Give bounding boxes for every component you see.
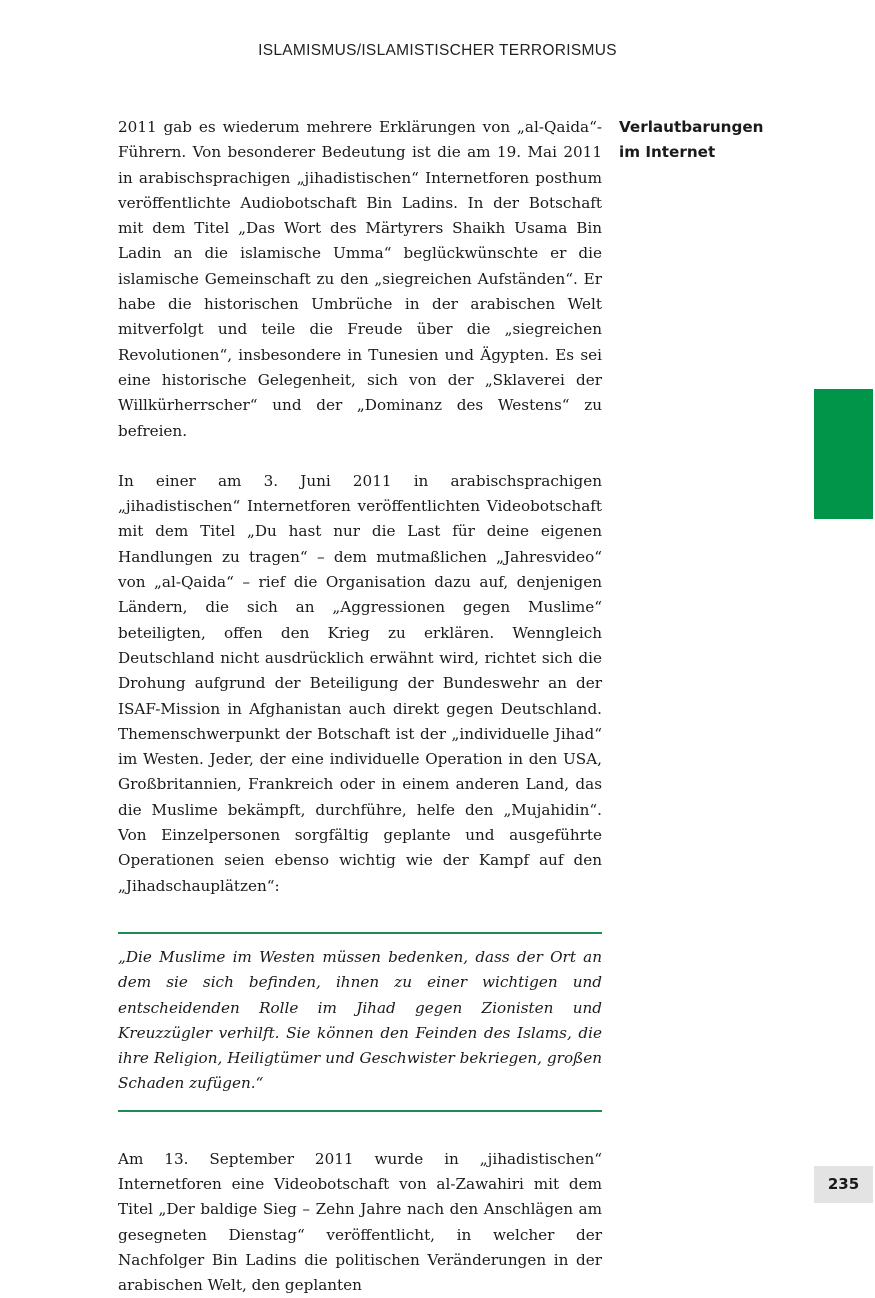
- quote-text: „Die Muslime im Westen müssen bedenken, dass der Ort an dem sie sich befinden, ihnen zu einer wichtigen und entscheidenden Rolle im Jihad gegen Zionisten und Kreuzzügler verhilft. Sie können den Feinden des Islams, die ihre Religion, Heiligtümer und Geschwister bekriegen, großen Schaden zufügen.“: [118, 947, 602, 1093]
- body-paragraph-1: 2011 gab es wiederum mehrere Erklärungen von „al-Qaida“-Führern. Von besonderer Bedeutung ist die am 19. Mai 2011 in arabischsprachigen „jihadistischen“ Internetforen posthum veröffentlichte Audiobotschaft Bin Ladins. In der Botschaft mit dem Titel „Das Wort des Märtyrers Shaikh Usama Bin Ladin an die islamische Umma“ beglückwünschte er die islamische Gemeinschaft zu den „siegreichen Aufständen“. Er habe die historischen Umbrüche in der arabischen Welt mitverfolgt und teile die Freude über die „siegreichen Revolutionen“, insbesondere in Tunesien und Ägypten. Es sei eine historische Gelegenheit, sich von der „Sklaverei der Willkürherrscher“ und der „Dominanz des Westens“ zu befreien.: [118, 118, 602, 440]
- main-text-column: [118, 115, 602, 1298]
- chapter-tab-marker: [814, 389, 873, 519]
- running-header: ISLAMISMUS/ISLAMISTISCHER TERRORISMUS: [258, 42, 617, 59]
- block-quote: [118, 932, 602, 1112]
- margin-heading: [619, 115, 779, 165]
- margin-heading-line-2: im Internet: [619, 143, 716, 161]
- body-paragraph-2: In einer am 3. Juni 2011 in arabischsprachigen „jihadistischen“ Internetforen veröffentlichten Videobotschaft mit dem Titel „Du hast nur die Last für deine eigenen Handlungen zu tragen“ – dem mutmaßlichen „Jahresvideo“ von „al-Qaida“ – rief die Organisation dazu auf, denjenigen Ländern, die sich an „Aggressionen gegen Muslime“ beteiligten, offen den Krieg zu erklären. Wenngleich Deutschland nicht ausdrücklich erwähnt wird, richtet sich die Drohung aufgrund der Beteiligung der Bundeswehr an der ISAF-Mission in Afghanistan auch direkt gegen Deutschland. Themenschwerpunkt der Botschaft ist der „individuelle Jihad“ im Westen. Jeder, der eine individuelle Operation in den USA, Großbritannien, Frankreich oder in einem anderen Land, das die Muslime bekämpft, durchführe, helfe den „Mujahidin“. Von Einzelpersonen sorgfältig geplante und ausgeführte Operationen seien ebenso wichtig wie der Kampf auf den „Jihadschauplätzen“:: [118, 471, 602, 895]
- body-paragraph-3: Am 13. September 2011 wurde in „jihadistischen“ Internetforen eine Videobotschaft von al-Zawahiri mit dem Titel „Der baldige Sieg – Zehn Jahre nach den Anschlägen am gesegneten Dienstag“ veröffentlicht, in welcher der Nachfolger Bin Ladins die politischen Veränderungen in der arabischen Welt, den geplanten: [118, 1149, 602, 1295]
- margin-heading-line-1: Verlautbarungen: [619, 118, 764, 136]
- page-number: 235: [814, 1166, 873, 1203]
